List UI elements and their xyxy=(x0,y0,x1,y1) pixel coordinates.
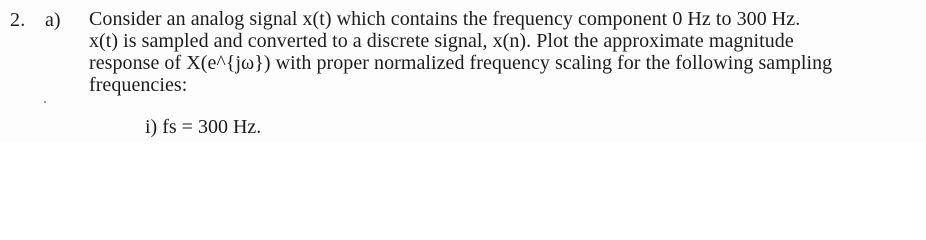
question-part-label: a) xyxy=(45,9,61,31)
margin-dot xyxy=(44,101,46,103)
question-number: 2. xyxy=(10,9,26,31)
question-line-1: Consider an analog signal x(t) which contains the frequency component 0 Hz to 300 Hz. xyxy=(89,8,801,30)
question-line-2: x(t) is sampled and converted to a discrete signal, x(n). Plot the approximate magnitude xyxy=(89,30,794,52)
question-line-3: response of X(e^{jω}) with proper normalized frequency scaling for the following sampling xyxy=(89,52,833,74)
sampling-frequency-item: i) fs = 300 Hz. xyxy=(145,116,262,138)
question-text xyxy=(89,8,909,96)
question-line-4: frequencies: xyxy=(89,74,188,96)
